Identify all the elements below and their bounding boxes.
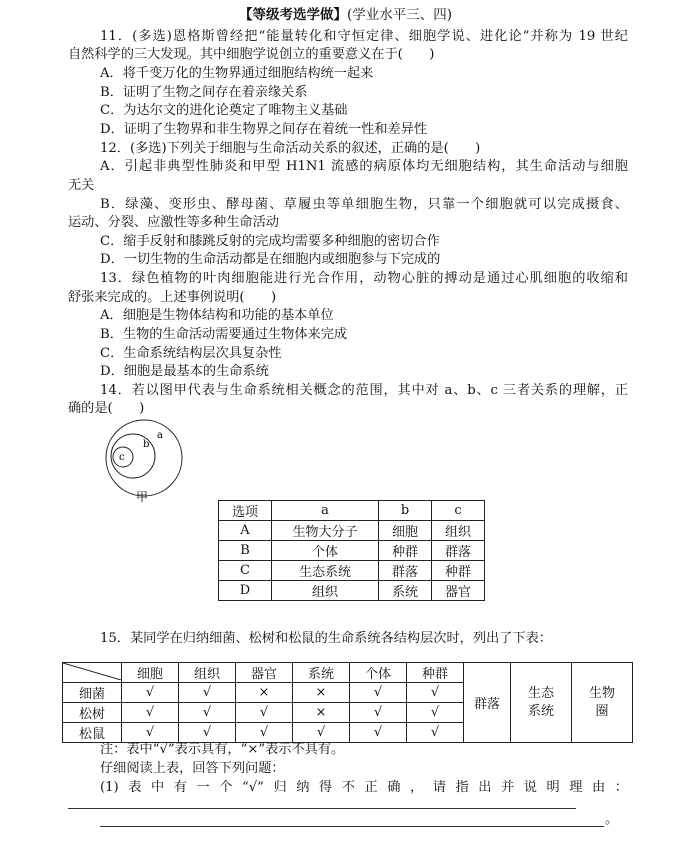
q12-stem: 12．(多选)下列关于细胞与生命活动关系的叙述，正确的是( )	[100, 141, 481, 156]
circle-a	[106, 420, 182, 496]
table-cell: √	[236, 703, 293, 723]
table-row	[219, 581, 485, 601]
row-label: 松树	[63, 703, 122, 723]
q12-option-a-line2: 无关	[68, 178, 95, 193]
table-cell: A	[219, 521, 272, 541]
q13-option-c: C．生命系统结构层次具复杂性	[100, 346, 282, 361]
table-cell: √	[407, 703, 464, 723]
q12-option-b-line2: 运动、分裂、应激性等多种生命活动	[68, 215, 279, 230]
merged-cell-biosphere	[572, 663, 633, 743]
table-row	[219, 521, 485, 541]
table-cell: ×	[293, 703, 350, 723]
table-cell: 群落	[379, 561, 432, 581]
q12-option-d: D．一切生物的生命活动都是在细胞内或细胞参与下完成的	[100, 252, 441, 267]
q15-note: 注：表中“√”表示具有，“×”表示不具有。	[100, 742, 345, 757]
table-cell: C	[219, 561, 272, 581]
table-cell: 种群	[379, 541, 432, 561]
table-header: 选项	[219, 501, 272, 521]
table-row	[219, 541, 485, 561]
q13-option-a: A．细胞是生物体结构和功能的基本单位	[100, 308, 334, 323]
table-header-row	[219, 501, 485, 521]
table-cell: √	[179, 723, 236, 743]
q14-stem-line1: 14．若以图甲代表与生命系统相关概念的范围，其中对 a、b、c 三者关系的理解，正	[100, 383, 628, 398]
table-cell: 种群	[432, 561, 485, 581]
venn-diagram	[100, 416, 190, 510]
q12-option-c: C．缩手反射和膝跳反射的完成均需要多种细胞的密切合作	[100, 234, 440, 249]
table-cell: √	[407, 723, 464, 743]
q14-options-table	[218, 500, 485, 601]
table-cell: 系统	[379, 581, 432, 601]
table-cell: D	[219, 581, 272, 601]
table-cell: √	[236, 723, 293, 743]
table-cell: √	[350, 703, 407, 723]
table-cell: B	[219, 541, 272, 561]
diagonal-header-cell	[63, 663, 122, 683]
q13-stem-line1: 13．绿色植物的叶肉细胞能进行光合作用，动物心脏的搏动是通过心肌细胞的收缩和	[100, 271, 628, 286]
section-title: 【等级考选学做】(学业水平三、四)	[238, 7, 453, 23]
row-label: 松鼠	[63, 723, 122, 743]
q13-option-d: D．细胞是最基本的生命系统	[100, 364, 269, 379]
q15-sub1: (1)表中有一个“√”归纳得不正确，请指出并说明理由：	[100, 780, 628, 795]
table-cell: √	[122, 703, 179, 723]
q11-stem-line2: 自然科学的三大发现。其中细胞学说创立的重要意义在于( )	[68, 47, 435, 62]
answer-blank-line2[interactable]	[100, 826, 604, 827]
table-header: 个体	[350, 663, 407, 683]
q14-stem-line2: 确的是( )	[68, 401, 145, 416]
table-cell: 群落	[432, 541, 485, 561]
table-cell: √	[350, 683, 407, 703]
table-header: 种群	[407, 663, 464, 683]
q13-stem-line2: 舒张来完成的。上述事例说明( )	[68, 290, 277, 305]
q11-option-a: A．将千变万化的生物界通过细胞结构统一起来	[100, 66, 374, 81]
ecosystem-label: 生态系统	[527, 685, 554, 719]
diagonal-line-icon	[63, 663, 121, 680]
q15-prompt: 仔细阅读上表，回答下列问题：	[100, 761, 285, 776]
q13-option-b: B．生物的生命活动需要通过生物体来完成	[100, 327, 348, 342]
q11-option-d: D．证明了生物界和非生物界之间存在着统一性和差异性	[100, 122, 428, 137]
table-cell: √	[179, 703, 236, 723]
answer-end-mark: 。	[605, 812, 619, 827]
table-header: 细胞	[122, 663, 179, 683]
table-cell: √	[179, 683, 236, 703]
biosphere-label: 生物圈	[588, 685, 615, 719]
table-cell: ×	[293, 683, 350, 703]
q15-levels-table	[62, 662, 633, 743]
table-cell: 生态系统	[272, 561, 379, 581]
table-cell: √	[122, 723, 179, 743]
table-cell: √	[122, 683, 179, 703]
table-cell: 组织	[272, 581, 379, 601]
label-a: a	[157, 430, 163, 441]
table-cell: √	[407, 683, 464, 703]
table-cell: 细胞	[379, 521, 432, 541]
table-cell: 组织	[432, 521, 485, 541]
table-cell: ×	[236, 683, 293, 703]
table-row	[219, 561, 485, 581]
table-cell: √	[350, 723, 407, 743]
merged-cell-ecosystem	[511, 663, 572, 743]
q12-option-a-line1: A．引起非典型性肺炎和甲型 H1N1 流感的病原体均无细胞结构，其生命活动与细胞	[100, 159, 628, 174]
table-header: 系统	[293, 663, 350, 683]
table-header: b	[379, 501, 432, 521]
table-cell: 生物大分子	[272, 521, 379, 541]
table-cell: √	[293, 723, 350, 743]
q11-option-b: B．证明了生物之间存在着亲缘关系	[100, 85, 308, 100]
diagram-caption: 甲	[136, 490, 149, 504]
table-header-row	[63, 663, 633, 683]
label-c: c	[119, 452, 125, 463]
q11-option-c: C．为达尔文的进化论奠定了唯物主义基础	[100, 103, 348, 118]
q15-stem: 15．某同学在归纳细菌、松树和松鼠的生命系统各结构层次时，列出了下表：	[100, 631, 552, 646]
q12-option-b-line1: B．绿藻、变形虫、酵母菌、草履虫等单细胞生物，只靠一个细胞就可以完成摄食、	[100, 197, 628, 212]
table-header: c	[432, 501, 485, 521]
row-label: 细菌	[63, 683, 122, 703]
q11-stem-line1: 11．(多选)恩格斯曾经把“能量转化和守恒定律、细胞学说、进化论”并称为 19 世纪	[100, 29, 628, 44]
answer-blank-line1[interactable]	[68, 808, 576, 809]
table-cell: 个体	[272, 541, 379, 561]
table-header: 组织	[179, 663, 236, 683]
merged-cell-community: 群落	[464, 663, 511, 743]
table-header: 器官	[236, 663, 293, 683]
table-header: a	[272, 501, 379, 521]
label-b: b	[143, 439, 150, 450]
table-cell: 器官	[432, 581, 485, 601]
